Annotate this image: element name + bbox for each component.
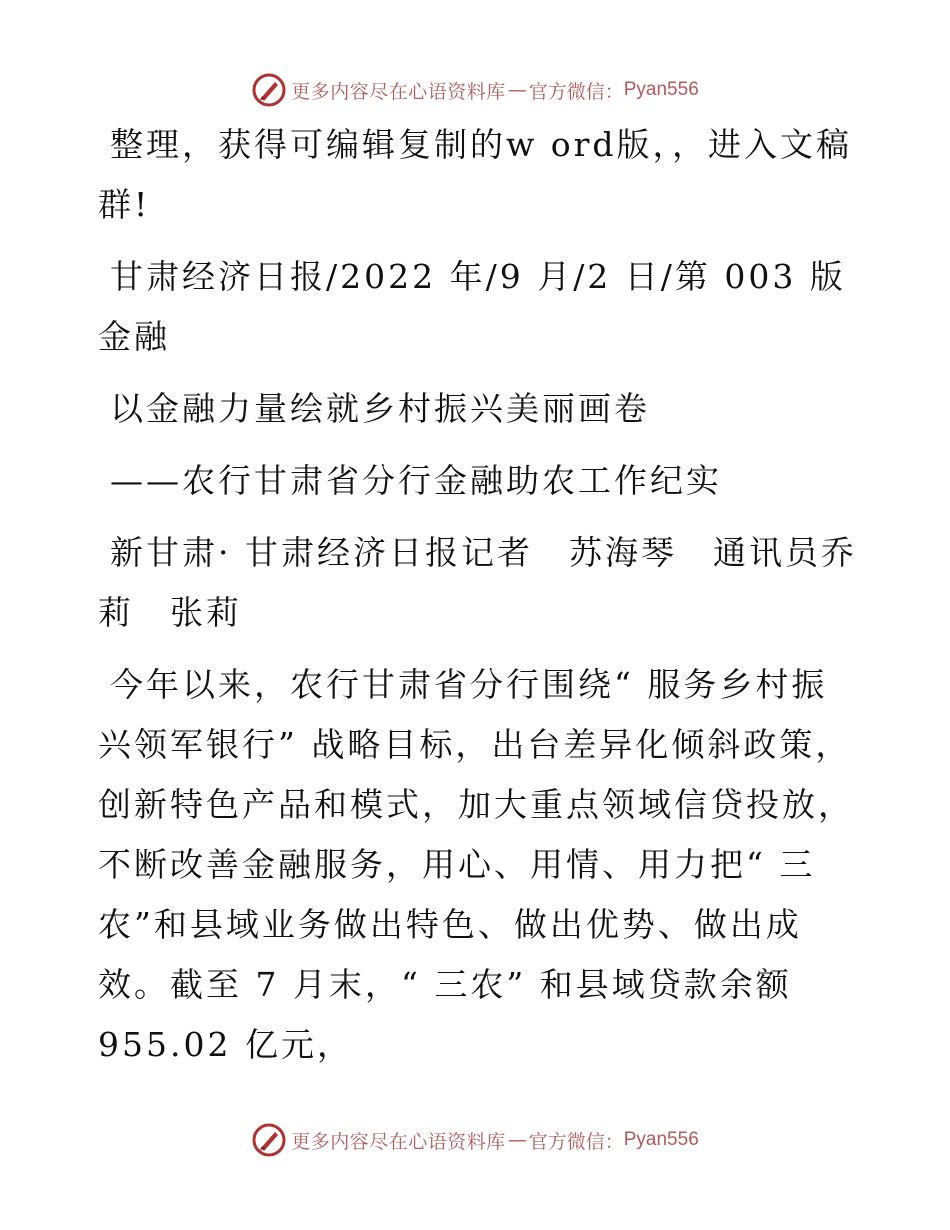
document-body [98,115,858,1087]
pen-logo-icon [251,1122,287,1158]
watermark-wechat-label: 官方微信： [528,1130,624,1153]
article-subtitle: ——农行甘肃省分行金融助农工作纪实 [110,461,722,500]
watermark-wechat-id: Pyan556 [623,79,699,100]
watermark-footer [0,1122,950,1158]
paragraph-intro: 整理，获得可编辑复制的w ord版，，进入文稿群! [98,125,853,224]
article-title: 以金融力量绘就乡村振兴美丽画卷 [110,389,650,428]
article-byline: 新甘肃· 甘肃经济日报记者 苏海琴 通讯员乔莉 张莉 [98,533,857,632]
paragraph-source: 甘肃经济日报/2022 年/9 月/2 日/第 003 版金融 [98,257,846,356]
watermark-wechat-id: Pyan556 [623,1129,699,1150]
watermark-separator: — [507,79,527,101]
watermark-wechat-label: 官方微信： [528,80,624,103]
article-body-paragraph: 今年以来，农行甘肃省分行围绕“ 服务乡村振兴领军银行” 战略目标，出台差异化倾斜政策，创新特色产品和模式，加大重点领域信贷投放，不断改善金融服务，用心、用情、用力把“ 三农”和县域业务做出特色、做出优势、做出成效。截至 7 月末，“ 三农” 和县域贷款余额 955.02 亿元， [98,665,854,1064]
watermark-text: 更多内容尽在心语资料库 [291,80,506,103]
watermark-text: 更多内容尽在心语资料库 [291,1130,506,1153]
pen-logo-icon [251,72,287,108]
watermark-separator: — [507,1129,527,1151]
watermark-header [0,72,950,108]
